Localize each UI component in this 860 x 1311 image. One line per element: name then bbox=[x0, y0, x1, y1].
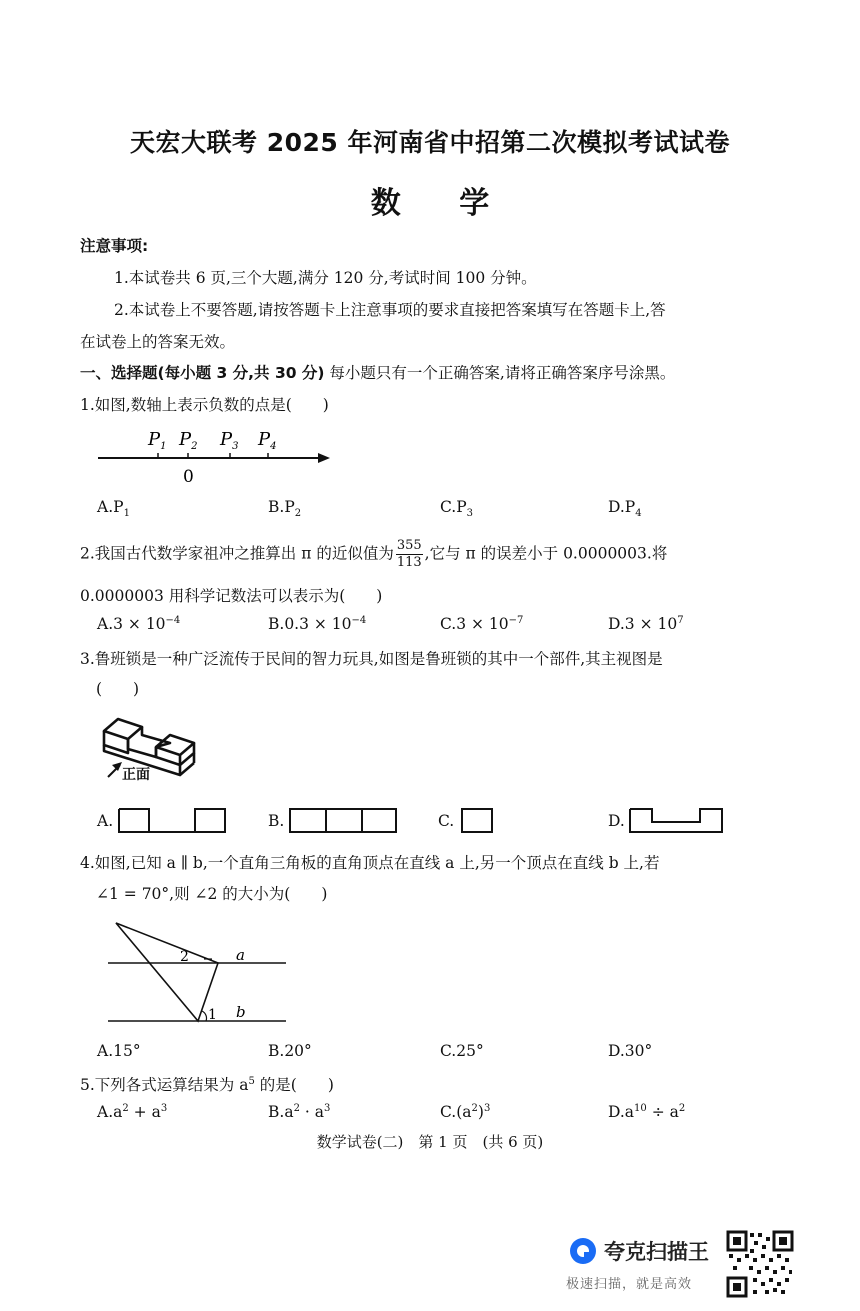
q2-stem-line-2: 0.0000003 用科学记数法可以表示为( ) bbox=[80, 587, 383, 605]
label-p1: $P_1$ bbox=[148, 429, 167, 452]
front-label: 正面 bbox=[122, 767, 150, 783]
q4-option-a[interactable]: A.15° bbox=[97, 1042, 141, 1060]
q5-option-c[interactable]: $C.(a^2)^3$ bbox=[440, 1103, 491, 1122]
q5-option-b[interactable]: $B.a^2 \cdot a^3$ bbox=[268, 1103, 331, 1122]
section-1-heading bbox=[80, 361, 675, 383]
q4-stem-line-1: 4.如图,已知 a ∥ b,一个直角三角板的直角顶点在直线 a 上,另一个顶点在直线 b 上,若 bbox=[80, 854, 660, 872]
q5-option-a[interactable]: $A.a^2 + a^3$ bbox=[97, 1103, 168, 1122]
notice-item-2-line-2: 在试卷上的答案无效。 bbox=[80, 333, 236, 351]
q1-option-d[interactable]: $D.P_4$ bbox=[608, 498, 642, 520]
groove-front bbox=[128, 739, 156, 757]
q3-option-d-label[interactable]: D. bbox=[608, 812, 625, 830]
q1-option-c[interactable]: $C.P_3$ bbox=[440, 498, 474, 520]
notice-item-2-line-1: 2.本试卷上不要答题,请按答题卡上注意事项的要求直接把答案填写在答题卡上,答 bbox=[114, 301, 666, 319]
q3-lock-3d-figure bbox=[98, 705, 208, 785]
q3-option-c-figure[interactable] bbox=[460, 805, 496, 835]
q2-option-b[interactable]: $B.0.3 \times 10^{-4}$ bbox=[268, 615, 367, 634]
front-arrow-icon bbox=[112, 762, 122, 771]
subject-title: 数 学 bbox=[370, 186, 514, 221]
watermark-slogan: 极速扫描，就是高效 bbox=[566, 1277, 693, 1292]
q1-option-b[interactable]: $B.P_2$ bbox=[268, 498, 302, 520]
scanner-logo-icon bbox=[568, 1236, 598, 1266]
notice-item-1: 1.本试卷共 6 页,三个大题,满分 120 分,考试时间 100 分钟。 bbox=[114, 269, 537, 287]
q3-stem-line-2: ( ) bbox=[96, 680, 140, 698]
label-angle-2: 2 bbox=[180, 949, 189, 965]
q4-option-c[interactable]: C.25° bbox=[440, 1042, 484, 1060]
q2-option-c[interactable]: $C.3 \times 10^{-7}$ bbox=[440, 615, 524, 634]
q4-option-d[interactable]: D.30° bbox=[608, 1042, 653, 1060]
label-line-b: b bbox=[236, 1003, 246, 1021]
q3-option-a-label[interactable]: A. bbox=[97, 812, 114, 830]
q1-number-line-figure bbox=[90, 420, 340, 490]
label-p4: $P_4$ bbox=[258, 429, 277, 452]
q3-option-b-label[interactable]: B. bbox=[268, 812, 285, 830]
q1-option-a[interactable]: $A.P_1$ bbox=[97, 498, 130, 520]
watermark-brand: 夸克扫描王 bbox=[604, 1240, 709, 1264]
q3-option-b-figure[interactable] bbox=[288, 805, 398, 835]
q2-stem-line-1: 2.我国古代数学家祖冲之推算出 π 的近似值为 $\frac{355}{113}$ ,它与 π 的误差小于 0.0000003.将 bbox=[80, 538, 668, 570]
q2-option-d[interactable]: $D.3 \times 10^7$ bbox=[608, 615, 684, 634]
q3-option-d-figure[interactable] bbox=[628, 805, 726, 835]
exam-title: 天宏大联考 2025 年河南省中招第二次模拟考试试卷 bbox=[130, 128, 730, 157]
q1-stem: 1.如图,数轴上表示负数的点是( ) bbox=[80, 396, 329, 414]
label-line-a: a bbox=[236, 946, 245, 964]
triangle-ruler bbox=[116, 923, 218, 1021]
section-1-heading-bold: 一、选择题(每小题 3 分,共 30 分) bbox=[80, 364, 325, 382]
q3-option-a-figure[interactable] bbox=[117, 805, 227, 835]
arrow-head-icon bbox=[318, 453, 330, 463]
q3-stem-line-1: 3.鲁班锁是一种广泛流传于民间的智力玩具,如图是鲁班锁的其中一个部件,其主视图是 bbox=[80, 650, 663, 668]
q4-stem-line-2: ∠1 = 70°,则 ∠2 的大小为( ) bbox=[96, 885, 328, 903]
q4-parallel-lines-figure bbox=[100, 915, 300, 1030]
section-1-heading-rest: 每小题只有一个正确答案,请将正确答案序号涂黑。 bbox=[324, 364, 676, 382]
label-p2: $P_2$ bbox=[179, 429, 198, 452]
notice-heading: 注意事项: bbox=[80, 237, 149, 255]
qr-code-icon[interactable] bbox=[726, 1230, 794, 1298]
label-zero: 0 bbox=[183, 467, 194, 487]
q5-stem: 5.下列各式运算结果为 $a^5$ 的是( ) bbox=[80, 1075, 334, 1094]
q2-fraction: $\frac{355}{113}$ bbox=[396, 538, 422, 570]
q3-option-c-label[interactable]: C. bbox=[438, 812, 455, 830]
q4-option-b[interactable]: B.20° bbox=[268, 1042, 312, 1060]
label-p3: $P_3$ bbox=[220, 429, 239, 452]
left-block-top bbox=[104, 719, 142, 739]
q2-option-a[interactable]: $A.3 \times 10^{-4}$ bbox=[97, 615, 181, 634]
angle-1-arc bbox=[202, 1011, 207, 1021]
label-angle-1: 1 bbox=[208, 1007, 217, 1023]
page-footer: 数学试卷(二) 第 1 页 (共 6 页) bbox=[316, 1133, 544, 1151]
q5-option-d[interactable]: $D.a^{10} \div a^2$ bbox=[608, 1103, 686, 1122]
